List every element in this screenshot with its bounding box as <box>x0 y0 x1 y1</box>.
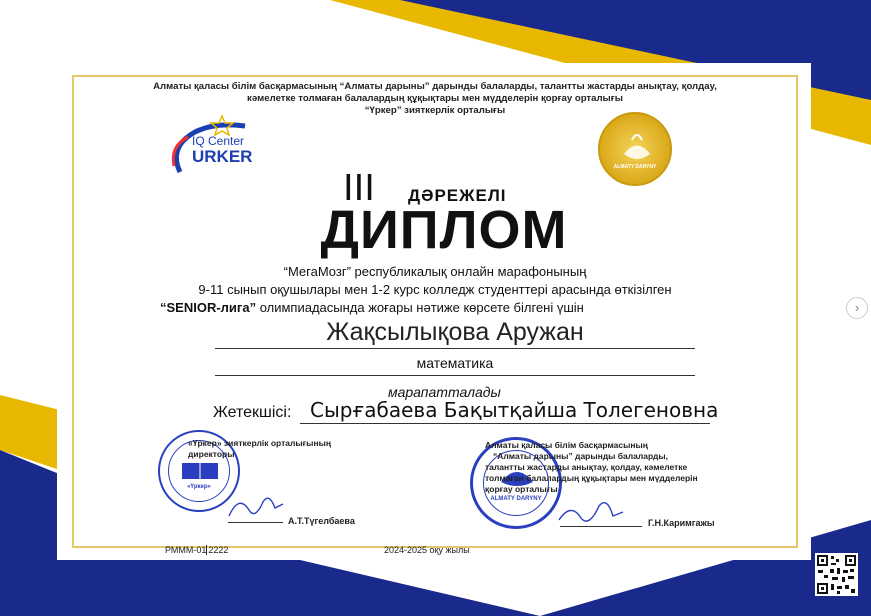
awarded-text: марапатталады <box>388 384 501 400</box>
footer-number: 2222 <box>208 545 229 555</box>
signature-right <box>555 496 625 530</box>
supervisor-name: Сырғабаева Бақытқайша Толегеновна <box>310 398 719 422</box>
sign-left-org-line2: директоры <box>188 449 235 459</box>
urker-stamp-text: «Үркер» <box>187 484 211 490</box>
sign-left-name: А.Т.Түгелбаева <box>288 516 355 526</box>
sign-right-line5: қорғау орталығы <box>485 484 558 494</box>
next-slide-button[interactable] <box>846 297 868 319</box>
sign-right-line3: талантты жастарды анықтау, қолдау, кәмелетке <box>485 462 688 472</box>
almaty-daryny-seal <box>598 112 672 186</box>
degree-number: III <box>343 168 375 209</box>
footer-year: 2024-2025 оқу жылы <box>384 545 470 555</box>
diploma-title: ДИПЛОМ <box>320 200 568 260</box>
signature-left <box>225 490 285 524</box>
sign-right-line1: Алматы қаласы білім басқармасының <box>485 440 648 450</box>
body-line1: “МегаМозг” республикалық онлайн марафонының <box>283 264 587 279</box>
header-line3: “Үркер” зияткерлік орталығы <box>364 105 506 116</box>
footer-code-prefix: РМММ-01 <box>165 545 207 555</box>
iq-center-logo <box>160 112 270 187</box>
header-line1: Алматы қаласы білім басқармасының “Алматы дарыны” дарынды балаларды, талантты жастарды анықтау, қолдау, <box>153 81 717 92</box>
qr-code <box>815 553 858 596</box>
logo-line1: IQ Center <box>192 134 245 148</box>
supervisor-label: Жетекшісі: <box>213 404 292 421</box>
recipient-name: Жақсылықова Аружан <box>326 318 584 346</box>
body-line3-rest: олимпиадасында жоғары нәтиже көрсете білгені үшін <box>256 300 584 315</box>
almaty-stamp-text: ALMATY DARYNY <box>490 496 542 502</box>
chevron-right-icon: › <box>854 300 860 315</box>
book-icon <box>180 460 220 482</box>
sign-right-line2: “Алматы дарыны” дарынды балаларды, <box>493 451 669 461</box>
body-line2: 9-11 сынып оқушылары мен 1-2 курс колледж студенттері арасында өткізілген <box>198 282 672 297</box>
subject: математика <box>416 355 494 371</box>
degree-word: ДӘРЕЖЕЛІ <box>408 186 507 205</box>
header-line2: кәмелетке толмаған балалардың құқықтары мен мүдделерін қорғау орталығы <box>247 93 623 104</box>
logo-line2: URKER <box>192 147 253 166</box>
footer-code <box>165 545 228 555</box>
sign-right-name: Г.Н.Каримгажы <box>648 518 715 528</box>
body-line3 <box>160 300 760 315</box>
sign-right-org <box>485 440 698 495</box>
league-name: “SENIOR-лига” <box>160 300 257 315</box>
sign-right-line4: толмаған балалардың құқықтары мен мүдделерін <box>485 473 698 483</box>
seal-text: ALMATY DARYNY <box>613 164 657 170</box>
sign-left-org-line1: «Үркер» зияткерлік орталығының <box>188 438 331 448</box>
